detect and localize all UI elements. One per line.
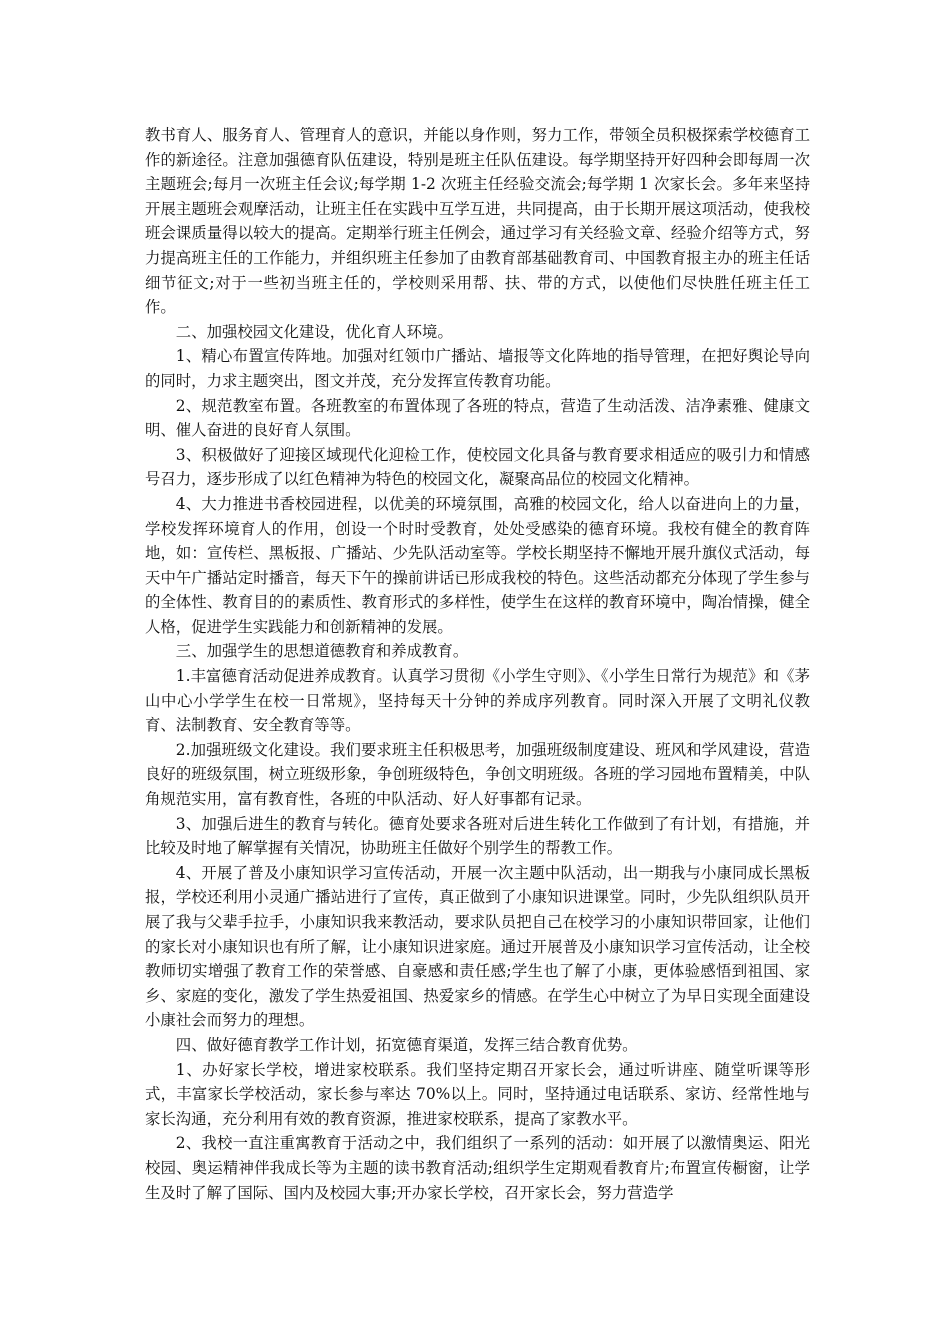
document-body bbox=[145, 123, 810, 1205]
paragraph: 1、办好家长学校，增进家校联系。我们坚持定期召开家长会，通过听讲座、随堂听课等形式，丰富家长学校活动，家长参与率达 70%以上。同时，坚持通过电话联系、家访、经常性地与家长沟通，充分利用有效的教育资源，推进家校联系，提高了家教水平。 bbox=[145, 1060, 810, 1128]
paragraph: 4、开展了普及小康知识学习宣传活动，开展一次主题中队活动，出一期我与小康同成长黑板报，学校还利用小灵通广播站进行了宣传，真正做到了小康知识进课堂。同时，少先队组织队员开展了我与父辈手拉手，小康知识我来教活动，要求队员把自己在校学习的小康知识带回家，让他们的家长对小康知识也有所了解，让小康知识进家庭。通过开展普及小康知识学习宣传活动，让全校教师切实增强了教育工作的荣誉感、自豪感和责任感;学生也了解了小康，更体验感悟到祖国、家乡、家庭的变化，激发了学生热爱祖国、热爱家乡的情感。在学生心中树立了为早日实现全面建设小康社会而努力的理想。 bbox=[145, 863, 810, 1030]
section-heading-4: 四、做好德育教学工作计划，拓宽德育渠道，发挥三结合教育优势。 bbox=[175, 1035, 638, 1054]
paragraph: 1.丰富德育活动促进养成教育。认真学习贯彻《小学生守则》、《小学生日常行为规范》和《茅山中心小学学生在校一日常规》，坚持每天十分钟的养成序列教育。同时深入开展了文明礼仪教育、法制教育、安全教育等等。 bbox=[145, 667, 810, 735]
section-heading-3: 三、加强学生的思想道德教育和养成教育。 bbox=[175, 642, 469, 661]
paragraph: 2、我校一直注重寓教育于活动之中，我们组织了一系列的活动：如开展了以激情奥运、阳光校园、奥运精神伴我成长等为主题的读书教育活动;组织学生定期观看教育片;布置宣传橱窗，让学生及时了解了国际、国内及校园大事;开办家长学校，召开家长会，努力营造学 bbox=[145, 1134, 810, 1202]
paragraph-continuation: 教书育人、服务育人、管理育人的意识，并能以身作则，努力工作，带领全员积极探索学校德育工作的新途径。注意加强德育队伍建设，特别是班主任队伍建设。每学期坚持开好四种会即每周一次主题班会;每月一次班主任会议;每学期 1-2 次班主任经验交流会;每学期 1 次家长会。多年来坚持开展主题班会观摩活动，让班主任在实践中互学互进，共同提高，由于长期开展这项活动，使我校班会课质量得以较大的提高。定期举行班主任例会，通过学习有关经验文章、经验介绍等方式，努力提高班主任的工作能力，并组织班主任参加了由教育部基础教育司、中国教育报主办的班主任话细节征文;对于一些初当班主任的，学校则采用帮、扶、带的方式，以使他们尽快胜任班主任工作。 bbox=[145, 126, 810, 317]
paragraph: 3、加强后进生的教育与转化。德育处要求各班对后进生转化工作做到了有计划，有措施，并比较及时地了解掌握有关情况，协助班主任做好个别学生的帮教工作。 bbox=[145, 814, 810, 858]
paragraph: 2.加强班级文化建设。我们要求班主任积极思考，加强班级制度建设、班风和学风建设，营造良好的班级氛围，树立班级形象，争创班级特色，争创文明班级。各班的学习园地布置精美，中队角规范实用，富有教育性，各班的中队活动、好人好事都有记录。 bbox=[145, 740, 810, 809]
section-heading-2: 二、加强校园文化建设，优化育人环境。 bbox=[175, 322, 453, 341]
paragraph: 2、规范教室布置。各班教室的布置体现了各班的特点，营造了生动活泼、洁净素雅、健康文明、催人奋进的良好育人氛围。 bbox=[145, 396, 810, 440]
paragraph: 4、大力推进书香校园进程，以优美的环境氛围，高雅的校园文化，给人以奋进向上的力量，学校发挥环境育人的作用，创设一个时时受教育，处处受感染的德育环境。我校有健全的教育阵地，如：宣传栏、黑板报、广播站、少先队活动室等。学校长期坚持不懈地开展升旗仪式活动，每天中午广播站定时播音，每天下午的操前讲话已形成我校的特色。这些活动都充分体现了学生参与的全体性、教育目的的素质性、教育形式的多样性，使学生在这样的教育环境中，陶冶情操，健全人格，促进学生实践能力和创新精神的发展。 bbox=[145, 494, 810, 636]
paragraph: 3、积极做好了迎接区域现代化迎检工作，使校园文化具备与教育要求相适应的吸引力和情感号召力，逐步形成了以红色精神为特色的校园文化，凝聚高品位的校园文化精神。 bbox=[145, 445, 810, 489]
paragraph: 1、精心布置宣传阵地。加强对红领巾广播站、墙报等文化阵地的指导管理，在把好舆论导向的同时，力求主题突出，图文并茂，充分发挥宣传教育功能。 bbox=[145, 347, 810, 390]
